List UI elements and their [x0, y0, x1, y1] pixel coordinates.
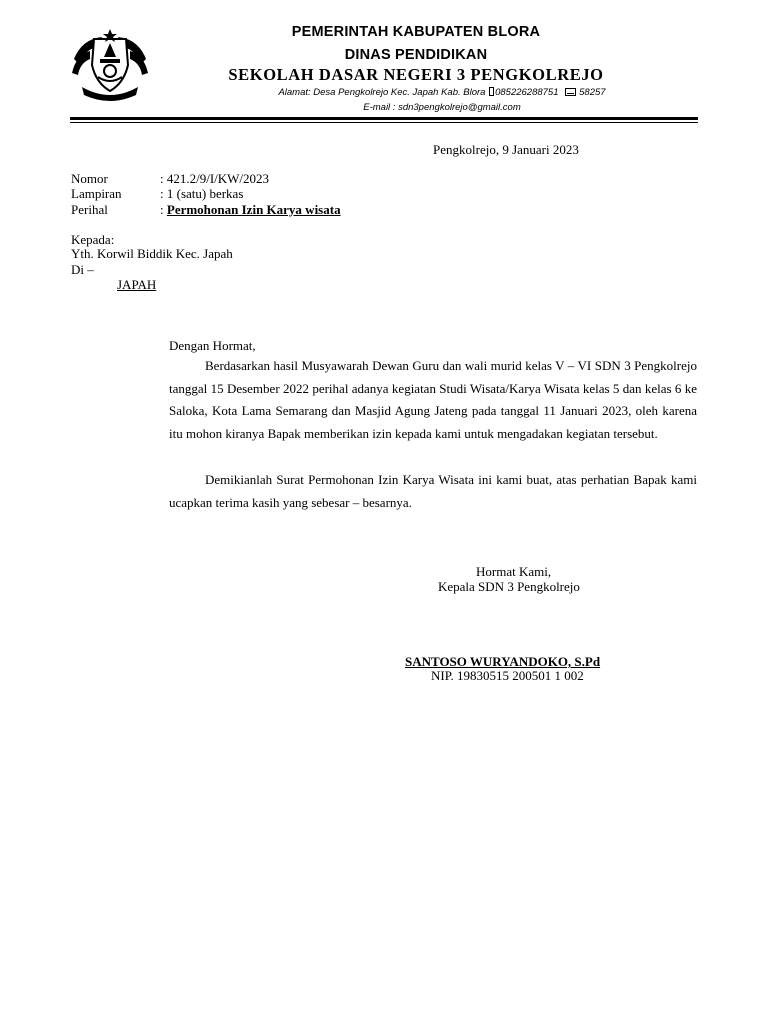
phone-number: 085226288751	[495, 87, 559, 98]
letterhead-department: DINAS PENDIDIKAN	[344, 47, 488, 63]
signer-name: SANTOSO WURYANDOKO, S.Pd	[405, 654, 601, 669]
meta-label-nomor: Nomor	[71, 171, 108, 186]
phone-icon	[489, 87, 494, 96]
letterhead-address	[58, 87, 768, 98]
postal-icon	[565, 88, 576, 96]
recipient-kepada: Kepada:	[71, 232, 115, 247]
letterhead-government: PEMERINTAH KABUPATEN BLORA	[291, 24, 541, 40]
paragraph-2-text: Demikianlah Surat Permohonan Izin Karya Wisata ini kami buat, atas perhatian Bapak kami ucapkan terima kasih yang sebesar – besarnya.	[169, 472, 697, 510]
body-paragraph-2	[169, 469, 697, 514]
meta-value-nomor: : 421.2/9/I/KW/2023	[160, 171, 270, 186]
greeting: Dengan Hormat,	[169, 338, 256, 353]
recipient-place: JAPAH	[117, 277, 157, 292]
letterhead-email: E-mail : sdn3pengkolrejo@gmail.com	[363, 102, 521, 113]
signer-nip: NIP. 19830515 200501 1 002	[431, 668, 584, 683]
recipient-name: Yth. Korwil Biddik Kec. Japah	[71, 246, 233, 261]
meta-label-perihal: Perihal	[71, 202, 108, 217]
perihal-subject: Permohonan Izin Karya wisata	[166, 202, 341, 217]
perihal-colon: :	[160, 202, 167, 217]
letterhead-divider	[70, 117, 698, 120]
paragraph-1-text: Berdasarkan hasil Musyawarah Dewan Guru dan wali murid kelas V – VI SDN 3 Pengkolrejo tanggal 15 Desember 2022 perihal adanya kegiatan Studi Wisata/Karya Wisata kelas 5 dan kelas 6 ke Saloka, Kota Lama Semarang dan Masjid Agung Jateng pada tanggal 11 Januari 2023, oleh karena itu mohon kiranya Bapak memberikan izin kepada kami untuk mengadakan kegiatan tersebut.	[169, 358, 697, 441]
closing-salutation: Hormat Kami,	[476, 564, 552, 579]
letterhead-divider-thin	[70, 122, 698, 123]
meta-value-lampiran: : 1 (satu) berkas	[160, 186, 244, 201]
recipient-di: Di –	[71, 262, 94, 277]
closing-title: Kepala SDN 3 Pengkolrejo	[438, 579, 580, 594]
body-paragraph-1	[169, 355, 697, 445]
meta-label-lampiran: Lampiran	[71, 186, 122, 201]
letter-date: Pengkolrejo, 9 Januari 2023	[433, 142, 579, 157]
postal-code: 58257	[579, 87, 606, 98]
letterhead-school-name: SEKOLAH DASAR NEGERI 3 PENGKOLREJO	[228, 65, 604, 84]
address-text: Alamat: Desa Pengkolrejo Kec. Japah Kab. Blora	[278, 87, 486, 98]
meta-value-perihal	[160, 202, 341, 217]
